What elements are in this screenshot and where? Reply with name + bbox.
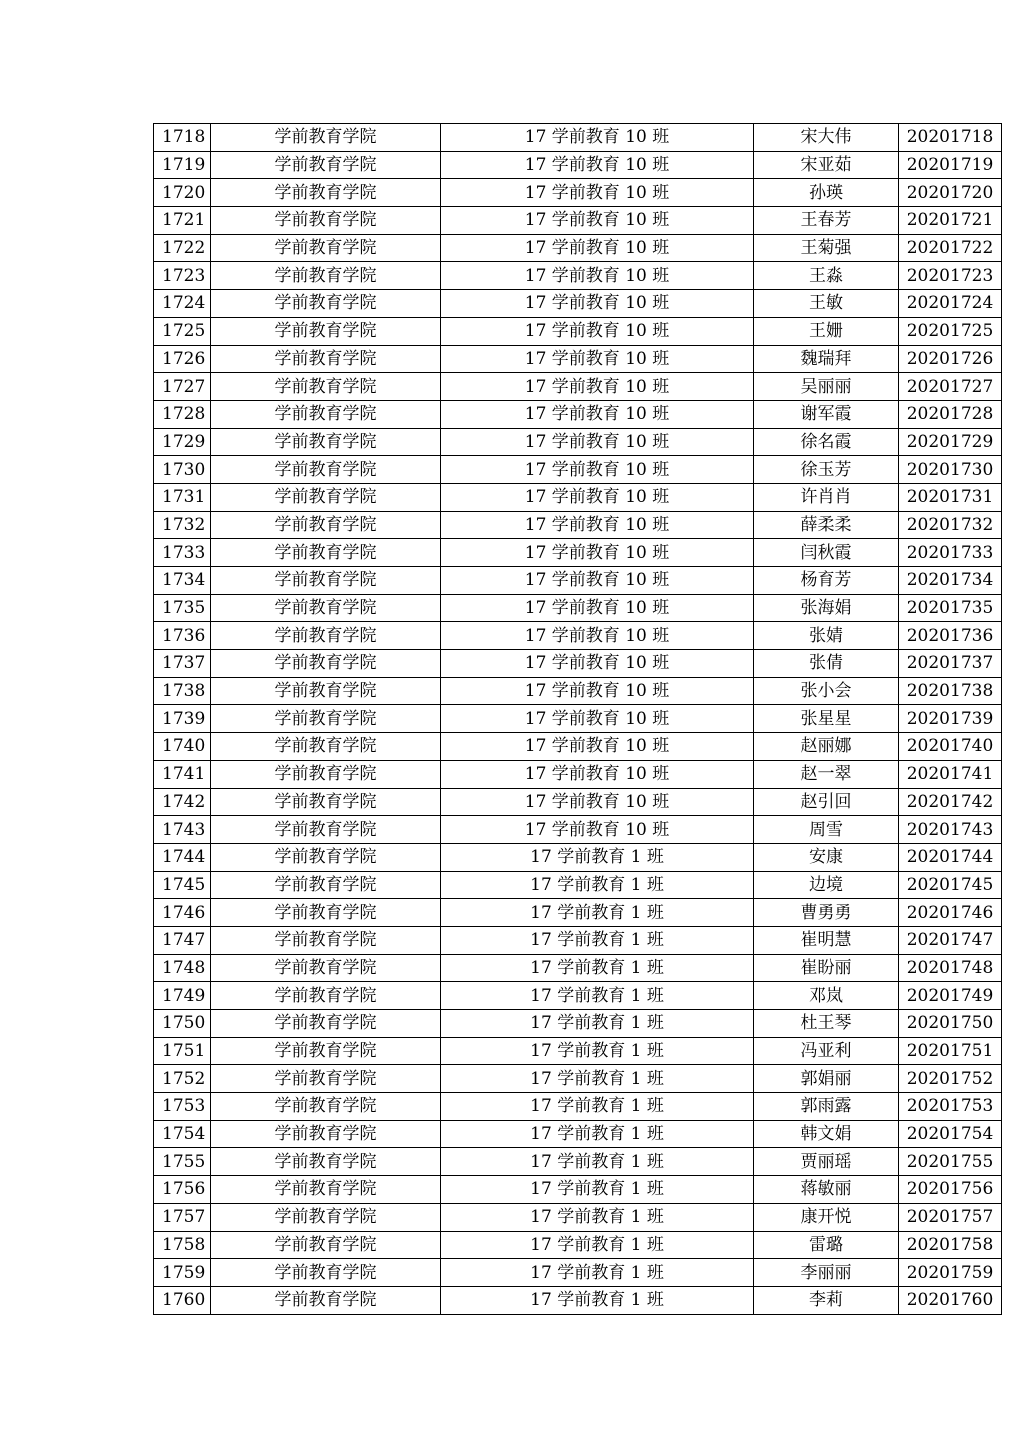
student-name-cell: 宋大伟 bbox=[754, 124, 899, 152]
student-name-cell: 邓岚 bbox=[754, 982, 899, 1010]
class-cell: 17 学前教育 10 班 bbox=[441, 290, 754, 318]
table-row bbox=[154, 788, 1002, 816]
row-number-cell: 1747 bbox=[154, 926, 211, 954]
student-id-cell: 20201756 bbox=[899, 1176, 1002, 1204]
table-row bbox=[154, 816, 1002, 844]
student-id-cell: 20201740 bbox=[899, 733, 1002, 761]
row-number-cell: 1726 bbox=[154, 345, 211, 373]
college-cell: 学前教育学院 bbox=[211, 1065, 441, 1093]
class-cell: 17 学前教育 10 班 bbox=[441, 733, 754, 761]
student-id-cell: 20201718 bbox=[899, 124, 1002, 152]
class-cell: 17 学前教育 10 班 bbox=[441, 345, 754, 373]
college-cell: 学前教育学院 bbox=[211, 1176, 441, 1204]
table-row bbox=[154, 760, 1002, 788]
class-cell: 17 学前教育 1 班 bbox=[441, 1231, 754, 1259]
student-name-cell: 蒋敏丽 bbox=[754, 1176, 899, 1204]
table-row bbox=[154, 871, 1002, 899]
college-cell: 学前教育学院 bbox=[211, 234, 441, 262]
student-name-cell: 王菊强 bbox=[754, 234, 899, 262]
class-cell: 17 学前教育 10 班 bbox=[441, 262, 754, 290]
table-row bbox=[154, 1120, 1002, 1148]
student-name-cell: 王春芳 bbox=[754, 207, 899, 235]
class-cell: 17 学前教育 1 班 bbox=[441, 1148, 754, 1176]
student-id-cell: 20201758 bbox=[899, 1231, 1002, 1259]
college-cell: 学前教育学院 bbox=[211, 179, 441, 207]
student-id-cell: 20201736 bbox=[899, 622, 1002, 650]
college-cell: 学前教育学院 bbox=[211, 594, 441, 622]
student-id-cell: 20201738 bbox=[899, 677, 1002, 705]
student-name-cell: 孙瑛 bbox=[754, 179, 899, 207]
student-id-cell: 20201753 bbox=[899, 1093, 1002, 1121]
student-name-cell: 周雪 bbox=[754, 816, 899, 844]
student-id-cell: 20201749 bbox=[899, 982, 1002, 1010]
row-number-cell: 1750 bbox=[154, 1010, 211, 1038]
class-cell: 17 学前教育 10 班 bbox=[441, 705, 754, 733]
class-cell: 17 学前教育 10 班 bbox=[441, 456, 754, 484]
student-name-cell: 杜王琴 bbox=[754, 1010, 899, 1038]
class-cell: 17 学前教育 10 班 bbox=[441, 400, 754, 428]
college-cell: 学前教育学院 bbox=[211, 705, 441, 733]
row-number-cell: 1736 bbox=[154, 622, 211, 650]
college-cell: 学前教育学院 bbox=[211, 151, 441, 179]
class-cell: 17 学前教育 1 班 bbox=[441, 1010, 754, 1038]
row-number-cell: 1725 bbox=[154, 317, 211, 345]
class-cell: 17 学前教育 10 班 bbox=[441, 567, 754, 595]
row-number-cell: 1728 bbox=[154, 400, 211, 428]
college-cell: 学前教育学院 bbox=[211, 954, 441, 982]
student-id-cell: 20201739 bbox=[899, 705, 1002, 733]
student-name-cell: 张星星 bbox=[754, 705, 899, 733]
row-number-cell: 1732 bbox=[154, 511, 211, 539]
class-cell: 17 学前教育 10 班 bbox=[441, 317, 754, 345]
student-name-cell: 赵引回 bbox=[754, 788, 899, 816]
row-number-cell: 1758 bbox=[154, 1231, 211, 1259]
student-id-cell: 20201746 bbox=[899, 899, 1002, 927]
table-row bbox=[154, 234, 1002, 262]
college-cell: 学前教育学院 bbox=[211, 733, 441, 761]
class-cell: 17 学前教育 10 班 bbox=[441, 207, 754, 235]
college-cell: 学前教育学院 bbox=[211, 760, 441, 788]
college-cell: 学前教育学院 bbox=[211, 899, 441, 927]
class-cell: 17 学前教育 1 班 bbox=[441, 1203, 754, 1231]
class-cell: 17 学前教育 10 班 bbox=[441, 816, 754, 844]
row-number-cell: 1740 bbox=[154, 733, 211, 761]
row-number-cell: 1745 bbox=[154, 871, 211, 899]
row-number-cell: 1742 bbox=[154, 788, 211, 816]
student-name-cell: 安康 bbox=[754, 843, 899, 871]
college-cell: 学前教育学院 bbox=[211, 982, 441, 1010]
student-name-cell: 李丽丽 bbox=[754, 1259, 899, 1287]
student-id-cell: 20201759 bbox=[899, 1259, 1002, 1287]
row-number-cell: 1721 bbox=[154, 207, 211, 235]
student-id-cell: 20201725 bbox=[899, 317, 1002, 345]
college-cell: 学前教育学院 bbox=[211, 456, 441, 484]
college-cell: 学前教育学院 bbox=[211, 483, 441, 511]
row-number-cell: 1752 bbox=[154, 1065, 211, 1093]
student-id-cell: 20201722 bbox=[899, 234, 1002, 262]
college-cell: 学前教育学院 bbox=[211, 262, 441, 290]
table-row bbox=[154, 1010, 1002, 1038]
student-name-cell: 杨育芳 bbox=[754, 567, 899, 595]
class-cell: 17 学前教育 1 班 bbox=[441, 954, 754, 982]
student-id-cell: 20201757 bbox=[899, 1203, 1002, 1231]
table-row bbox=[154, 400, 1002, 428]
row-number-cell: 1729 bbox=[154, 428, 211, 456]
college-cell: 学前教育学院 bbox=[211, 1259, 441, 1287]
table-row bbox=[154, 1065, 1002, 1093]
college-cell: 学前教育学院 bbox=[211, 567, 441, 595]
student-name-cell: 吴丽丽 bbox=[754, 373, 899, 401]
row-number-cell: 1737 bbox=[154, 650, 211, 678]
table-row bbox=[154, 456, 1002, 484]
table-row bbox=[154, 373, 1002, 401]
table-row bbox=[154, 677, 1002, 705]
student-id-cell: 20201733 bbox=[899, 539, 1002, 567]
class-cell: 17 学前教育 10 班 bbox=[441, 650, 754, 678]
table-row bbox=[154, 843, 1002, 871]
college-cell: 学前教育学院 bbox=[211, 650, 441, 678]
college-cell: 学前教育学院 bbox=[211, 677, 441, 705]
class-cell: 17 学前教育 10 班 bbox=[441, 622, 754, 650]
class-cell: 17 学前教育 1 班 bbox=[441, 1093, 754, 1121]
class-cell: 17 学前教育 10 班 bbox=[441, 539, 754, 567]
table-row bbox=[154, 1231, 1002, 1259]
row-number-cell: 1731 bbox=[154, 483, 211, 511]
row-number-cell: 1751 bbox=[154, 1037, 211, 1065]
student-name-cell: 张小会 bbox=[754, 677, 899, 705]
table-row bbox=[154, 1148, 1002, 1176]
student-id-cell: 20201719 bbox=[899, 151, 1002, 179]
student-name-cell: 雷璐 bbox=[754, 1231, 899, 1259]
student-name-cell: 郭娟丽 bbox=[754, 1065, 899, 1093]
table-row bbox=[154, 124, 1002, 152]
college-cell: 学前教育学院 bbox=[211, 843, 441, 871]
class-cell: 17 学前教育 1 班 bbox=[441, 871, 754, 899]
student-id-cell: 20201755 bbox=[899, 1148, 1002, 1176]
student-name-cell: 崔明慧 bbox=[754, 926, 899, 954]
student-name-cell: 谢军霞 bbox=[754, 400, 899, 428]
table-row bbox=[154, 207, 1002, 235]
student-name-cell: 张婧 bbox=[754, 622, 899, 650]
student-name-cell: 边境 bbox=[754, 871, 899, 899]
student-id-cell: 20201726 bbox=[899, 345, 1002, 373]
student-name-cell: 曹勇勇 bbox=[754, 899, 899, 927]
class-cell: 17 学前教育 1 班 bbox=[441, 982, 754, 1010]
student-name-cell: 崔盼丽 bbox=[754, 954, 899, 982]
row-number-cell: 1735 bbox=[154, 594, 211, 622]
class-cell: 17 学前教育 1 班 bbox=[441, 843, 754, 871]
college-cell: 学前教育学院 bbox=[211, 1010, 441, 1038]
student-id-cell: 20201724 bbox=[899, 290, 1002, 318]
student-id-cell: 20201752 bbox=[899, 1065, 1002, 1093]
roster-table bbox=[153, 123, 1002, 1315]
student-name-cell: 薛柔柔 bbox=[754, 511, 899, 539]
table-row bbox=[154, 1286, 1002, 1314]
student-name-cell: 郭雨露 bbox=[754, 1093, 899, 1121]
table-row bbox=[154, 511, 1002, 539]
table-row bbox=[154, 594, 1002, 622]
row-number-cell: 1722 bbox=[154, 234, 211, 262]
row-number-cell: 1749 bbox=[154, 982, 211, 1010]
table-row bbox=[154, 1093, 1002, 1121]
row-number-cell: 1719 bbox=[154, 151, 211, 179]
student-name-cell: 徐名霞 bbox=[754, 428, 899, 456]
college-cell: 学前教育学院 bbox=[211, 373, 441, 401]
table-row bbox=[154, 345, 1002, 373]
student-id-cell: 20201751 bbox=[899, 1037, 1002, 1065]
college-cell: 学前教育学院 bbox=[211, 1093, 441, 1121]
student-name-cell: 张倩 bbox=[754, 650, 899, 678]
student-name-cell: 徐玉芳 bbox=[754, 456, 899, 484]
class-cell: 17 学前教育 1 班 bbox=[441, 1065, 754, 1093]
student-name-cell: 韩文娟 bbox=[754, 1120, 899, 1148]
class-cell: 17 学前教育 10 班 bbox=[441, 594, 754, 622]
class-cell: 17 学前教育 1 班 bbox=[441, 899, 754, 927]
student-name-cell: 赵一翠 bbox=[754, 760, 899, 788]
student-id-cell: 20201727 bbox=[899, 373, 1002, 401]
table-row bbox=[154, 483, 1002, 511]
college-cell: 学前教育学院 bbox=[211, 871, 441, 899]
class-cell: 17 学前教育 1 班 bbox=[441, 1176, 754, 1204]
table-row bbox=[154, 1037, 1002, 1065]
row-number-cell: 1724 bbox=[154, 290, 211, 318]
table-row bbox=[154, 179, 1002, 207]
college-cell: 学前教育学院 bbox=[211, 511, 441, 539]
student-id-cell: 20201732 bbox=[899, 511, 1002, 539]
class-cell: 17 学前教育 10 班 bbox=[441, 428, 754, 456]
row-number-cell: 1756 bbox=[154, 1176, 211, 1204]
college-cell: 学前教育学院 bbox=[211, 816, 441, 844]
student-id-cell: 20201730 bbox=[899, 456, 1002, 484]
row-number-cell: 1739 bbox=[154, 705, 211, 733]
row-number-cell: 1748 bbox=[154, 954, 211, 982]
table-row bbox=[154, 1259, 1002, 1287]
class-cell: 17 学前教育 1 班 bbox=[441, 1120, 754, 1148]
student-name-cell: 魏瑞拜 bbox=[754, 345, 899, 373]
table-row bbox=[154, 539, 1002, 567]
student-id-cell: 20201742 bbox=[899, 788, 1002, 816]
class-cell: 17 学前教育 10 班 bbox=[441, 760, 754, 788]
student-name-cell: 康开悦 bbox=[754, 1203, 899, 1231]
class-cell: 17 学前教育 10 班 bbox=[441, 373, 754, 401]
student-id-cell: 20201754 bbox=[899, 1120, 1002, 1148]
student-id-cell: 20201744 bbox=[899, 843, 1002, 871]
class-cell: 17 学前教育 10 班 bbox=[441, 788, 754, 816]
student-name-cell: 王淼 bbox=[754, 262, 899, 290]
student-id-cell: 20201729 bbox=[899, 428, 1002, 456]
student-name-cell: 赵丽娜 bbox=[754, 733, 899, 761]
college-cell: 学前教育学院 bbox=[211, 1231, 441, 1259]
table-row bbox=[154, 567, 1002, 595]
college-cell: 学前教育学院 bbox=[211, 124, 441, 152]
college-cell: 学前教育学院 bbox=[211, 345, 441, 373]
class-cell: 17 学前教育 1 班 bbox=[441, 1286, 754, 1314]
student-name-cell: 许肖肖 bbox=[754, 483, 899, 511]
table-row bbox=[154, 151, 1002, 179]
student-id-cell: 20201728 bbox=[899, 400, 1002, 428]
table-row bbox=[154, 1176, 1002, 1204]
class-cell: 17 学前教育 10 班 bbox=[441, 124, 754, 152]
table-row bbox=[154, 705, 1002, 733]
row-number-cell: 1733 bbox=[154, 539, 211, 567]
row-number-cell: 1744 bbox=[154, 843, 211, 871]
table-row bbox=[154, 428, 1002, 456]
student-name-cell: 王姗 bbox=[754, 317, 899, 345]
college-cell: 学前教育学院 bbox=[211, 207, 441, 235]
table-row bbox=[154, 733, 1002, 761]
college-cell: 学前教育学院 bbox=[211, 1203, 441, 1231]
student-id-cell: 20201721 bbox=[899, 207, 1002, 235]
table-row bbox=[154, 954, 1002, 982]
class-cell: 17 学前教育 1 班 bbox=[441, 926, 754, 954]
student-id-cell: 20201735 bbox=[899, 594, 1002, 622]
college-cell: 学前教育学院 bbox=[211, 622, 441, 650]
table-row bbox=[154, 262, 1002, 290]
row-number-cell: 1727 bbox=[154, 373, 211, 401]
college-cell: 学前教育学院 bbox=[211, 1148, 441, 1176]
student-name-cell: 闫秋霞 bbox=[754, 539, 899, 567]
table-row bbox=[154, 926, 1002, 954]
college-cell: 学前教育学院 bbox=[211, 1286, 441, 1314]
class-cell: 17 学前教育 1 班 bbox=[441, 1259, 754, 1287]
roster-table-body bbox=[154, 124, 1002, 1315]
student-id-cell: 20201734 bbox=[899, 567, 1002, 595]
student-name-cell: 宋亚茹 bbox=[754, 151, 899, 179]
student-id-cell: 20201750 bbox=[899, 1010, 1002, 1038]
class-cell: 17 学前教育 10 班 bbox=[441, 511, 754, 539]
student-id-cell: 20201723 bbox=[899, 262, 1002, 290]
college-cell: 学前教育学院 bbox=[211, 1037, 441, 1065]
college-cell: 学前教育学院 bbox=[211, 290, 441, 318]
college-cell: 学前教育学院 bbox=[211, 400, 441, 428]
class-cell: 17 学前教育 10 班 bbox=[441, 179, 754, 207]
row-number-cell: 1760 bbox=[154, 1286, 211, 1314]
college-cell: 学前教育学院 bbox=[211, 317, 441, 345]
row-number-cell: 1718 bbox=[154, 124, 211, 152]
row-number-cell: 1743 bbox=[154, 816, 211, 844]
class-cell: 17 学前教育 1 班 bbox=[441, 1037, 754, 1065]
table-row bbox=[154, 290, 1002, 318]
college-cell: 学前教育学院 bbox=[211, 1120, 441, 1148]
student-id-cell: 20201747 bbox=[899, 926, 1002, 954]
table-row bbox=[154, 982, 1002, 1010]
row-number-cell: 1720 bbox=[154, 179, 211, 207]
student-id-cell: 20201741 bbox=[899, 760, 1002, 788]
row-number-cell: 1754 bbox=[154, 1120, 211, 1148]
class-cell: 17 学前教育 10 班 bbox=[441, 151, 754, 179]
student-id-cell: 20201720 bbox=[899, 179, 1002, 207]
row-number-cell: 1734 bbox=[154, 567, 211, 595]
row-number-cell: 1753 bbox=[154, 1093, 211, 1121]
class-cell: 17 学前教育 10 班 bbox=[441, 677, 754, 705]
class-cell: 17 学前教育 10 班 bbox=[441, 234, 754, 262]
row-number-cell: 1738 bbox=[154, 677, 211, 705]
student-name-cell: 冯亚利 bbox=[754, 1037, 899, 1065]
row-number-cell: 1755 bbox=[154, 1148, 211, 1176]
college-cell: 学前教育学院 bbox=[211, 539, 441, 567]
student-id-cell: 20201737 bbox=[899, 650, 1002, 678]
student-name-cell: 张海娟 bbox=[754, 594, 899, 622]
student-id-cell: 20201743 bbox=[899, 816, 1002, 844]
college-cell: 学前教育学院 bbox=[211, 788, 441, 816]
college-cell: 学前教育学院 bbox=[211, 926, 441, 954]
row-number-cell: 1746 bbox=[154, 899, 211, 927]
table-row bbox=[154, 622, 1002, 650]
student-id-cell: 20201748 bbox=[899, 954, 1002, 982]
row-number-cell: 1730 bbox=[154, 456, 211, 484]
student-id-cell: 20201760 bbox=[899, 1286, 1002, 1314]
student-id-cell: 20201745 bbox=[899, 871, 1002, 899]
row-number-cell: 1757 bbox=[154, 1203, 211, 1231]
table-row bbox=[154, 650, 1002, 678]
table-row bbox=[154, 317, 1002, 345]
college-cell: 学前教育学院 bbox=[211, 428, 441, 456]
row-number-cell: 1741 bbox=[154, 760, 211, 788]
student-name-cell: 李莉 bbox=[754, 1286, 899, 1314]
student-name-cell: 贾丽瑶 bbox=[754, 1148, 899, 1176]
row-number-cell: 1759 bbox=[154, 1259, 211, 1287]
student-id-cell: 20201731 bbox=[899, 483, 1002, 511]
row-number-cell: 1723 bbox=[154, 262, 211, 290]
table-row bbox=[154, 899, 1002, 927]
student-name-cell: 王敏 bbox=[754, 290, 899, 318]
class-cell: 17 学前教育 10 班 bbox=[441, 483, 754, 511]
table-row bbox=[154, 1203, 1002, 1231]
